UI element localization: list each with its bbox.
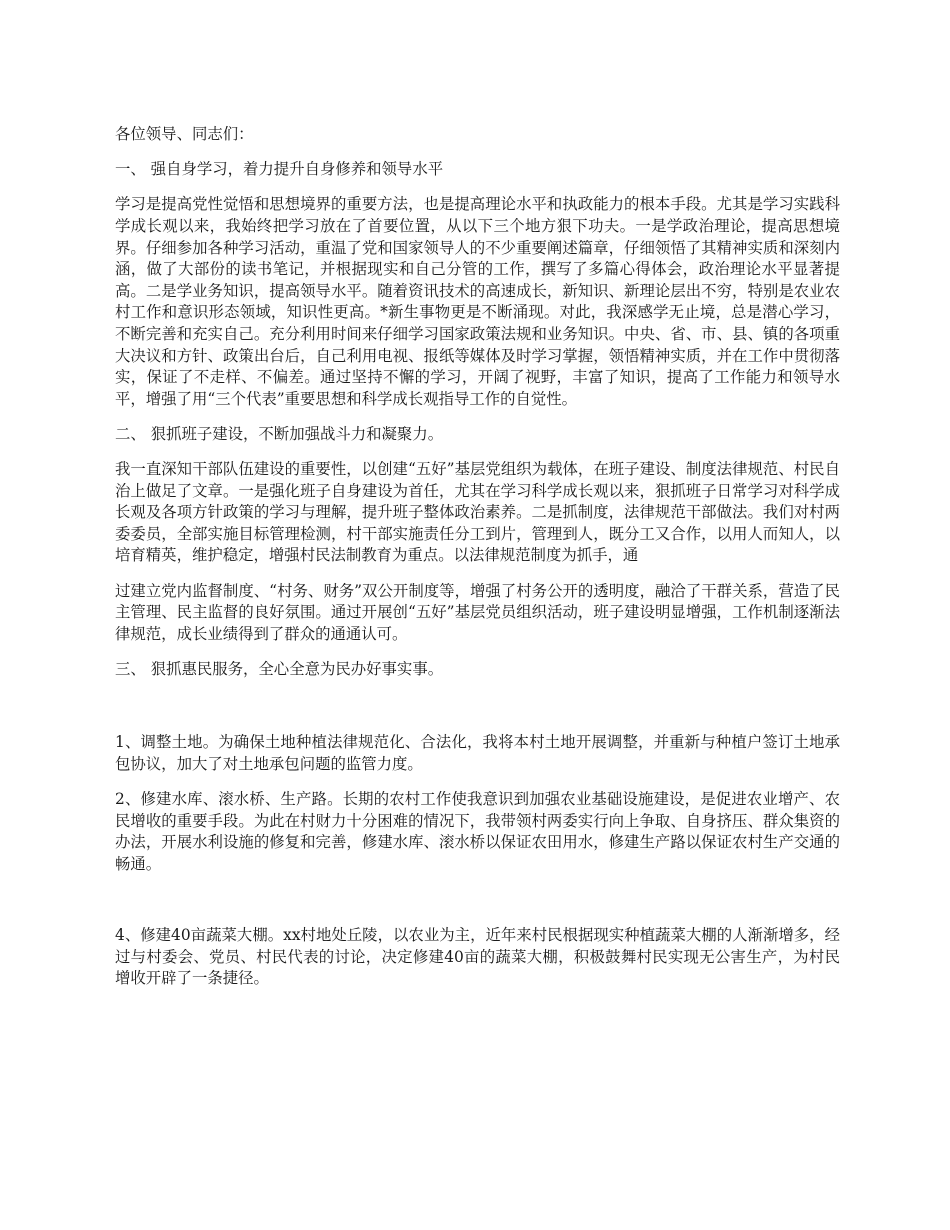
document-body [115, 124, 840, 1003]
paragraph-team-building: 我一直深知干部队伍建设的重要性，以创建“五好”基层党组织为载体，在班子建设、制度法律规范、村民自治上做足了文章。一是强化班子自身建设为首任，尤其在学习科学成长观以来，狠抓班子日常学习对科学成长观及各项方针政策的学习与理解，提升班子整体政治素养。二是抓制度，法律规范干部做法。我们对村两委委员，全部实施目标管理检测，村干部实施责任分工到片，管理到人，既分工又合作，以用人而知人，以培育精英，维护稳定，增强村民法制教育为重点。以法律规范制度为抓手，通 [115, 460, 840, 565]
blank-gap [115, 889, 840, 925]
paragraph-study: 学习是提高党性觉悟和思想境界的重要方法，也是提高理论水平和执政能力的根本手段。尤其是学习实践科学成长观以来，我始终把学习放在了首要位置，从以下三个地方狠下功夫。一是学政治理论，提高思想境界。仔细参加各种学习活动，重温了党和国家领导人的不少重要阐述篇章，仔细领悟了其精神实质和深刻内涵，做了大部份的读书笔记，并根据现实和自己分管的工作，撰写了多篇心得体会，政治理论水平显著提高。二是学业务知识，提高领导水平。随着资讯技术的高速成长，新知识、新理论层出不穷，特别是农业农村工作和意识形态领域，知识性更高。*新生事物更是不断涌现。对此，我深感学无止境，总是潜心学习，不断完善和充实自己。充分利用时间来仔细学习国家政策法规和业务知识。中央、省、市、县、镇的各项重大决议和方针、政策出台后，自己利用电视、报纸等媒体及时学习掌握，领悟精神实质，并在工作中贯彻落实，保证了不走样、不偏差。通过坚持不懈的学习，开阔了视野，丰富了知识，提高了工作能力和领导水平，增强了用“三个代表”重要思想和科学成长观指导工作的自觉性。 [115, 195, 840, 408]
paragraph-supervision: 过建立党内监督制度、“村务、财务”双公开制度等，增强了村务公开的透明度，融洽了干群关系，营造了民主管理、民主监督的良好氛围。通过开展创“五好”基层党员组织活动，班子建设明显增强，工作机制逐渐法律规范，成长业绩得到了群众的通通认可。 [115, 581, 840, 643]
list-item-infrastructure: 2、修建水库、滚水桥、生产路。长期的农村工作使我意识到加强农业基础设施建设，是促进农业增产、农民增收的重要手段。为此在村财力十分困难的情况下，我带领村两委实行向上争取、自身挤压、群众集资的办法，开展水利设施的修复和完善，修建水库、滚水桥以保证农田用水，修建生产路以保证农村生产交通的畅通。 [115, 790, 840, 873]
list-item-greenhouses: 4、修建40亩蔬菜大棚。xx村地处丘陵，以农业为主，近年来村民根据现实种植蔬菜大棚的人渐渐增多，经过与村委会、党员、村民代表的讨论，决定修建40亩的蔬菜大棚，积极鼓舞村民实现无公害生产，为村民增收开辟了一条捷径。 [115, 925, 840, 988]
section-heading-1: 一、 强自身学习，着力提升自身修养和领导水平 [115, 160, 444, 179]
blank-gap [115, 694, 840, 732]
section-heading-3: 三、 狠抓惠民服务，全心全意为民办好事实事。 [115, 660, 444, 679]
section-heading-2: 二、 狠抓班子建设，不断加强战斗力和凝聚力。 [115, 424, 444, 443]
salutation: 各位领导、同志们： [115, 125, 254, 143]
list-item-land-adjustment: 1、调整土地。为确保土地种植法律规范化、合法化，我将本村土地开展调整，并重新与种植户签订土地承包协议，加大了对土地承包问题的监管力度。 [115, 733, 840, 773]
